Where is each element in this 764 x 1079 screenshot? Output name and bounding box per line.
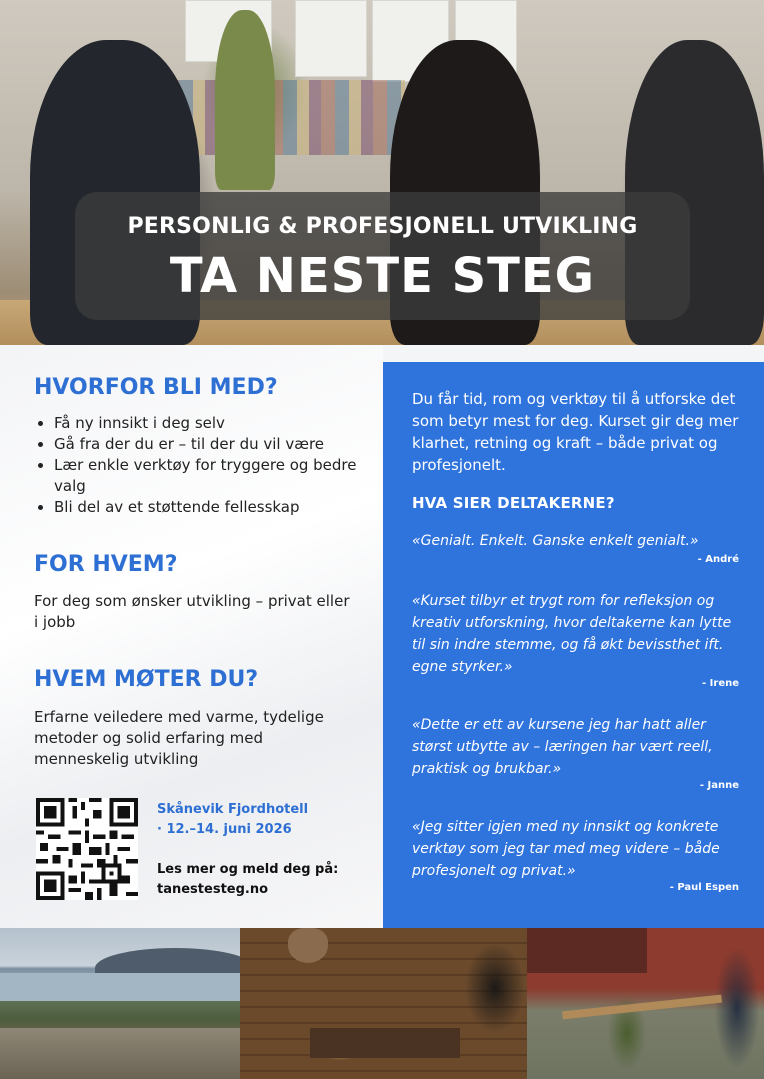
qr-code-icon[interactable]	[36, 798, 138, 900]
quote-text: «Dette er ett av kursene jeg har hatt aller størst utbytte av – læringen har vært reell, praktisk og brukbar.»	[412, 717, 713, 777]
event-dates: · 12.–14. juni 2026	[157, 822, 292, 837]
fjord-water	[0, 973, 240, 1001]
why-heading: HVORFOR BLI MED?	[34, 375, 278, 400]
list-item: • Lær enkle verktøy for tryggere og bedre valg	[54, 455, 374, 497]
fjord-photo	[0, 928, 240, 1079]
wooden-plank	[562, 995, 722, 1020]
list-item: • Få ny innsikt i deg selv	[54, 413, 374, 434]
quote-author: - Irene	[702, 678, 739, 689]
for-whom-text: For deg som ønsker utvikling – privat eller i jobb	[34, 592, 350, 631]
quote-text: «Kurset tilbyr et trygt rom for refleksjon og kreativ utforskning, hvor deltakerne kan lytte til sin indre stemme, og få økt bevissthet ift. egne styrker.»	[412, 593, 732, 675]
signup-info	[157, 860, 367, 900]
meet-heading: HVEM MØTER DU?	[34, 667, 259, 692]
flipchart	[295, 0, 367, 77]
website-link[interactable]: tanestesteg.no	[157, 882, 269, 897]
hero-subtitle: PERSONLIG & PROFESJONELL UTVIKLING	[127, 214, 638, 239]
list-item: • Gå fra der du er – til der du vil være	[54, 434, 374, 455]
meet-text: Erfarne veiledere med varme, tydelige metoder og solid erfaring med menneskelig utvikling	[34, 708, 324, 768]
hero-image	[0, 0, 764, 345]
person	[215, 10, 275, 190]
venue-name: Skånevik Fjordhotell	[157, 802, 309, 817]
deer-head-trophy	[288, 928, 328, 963]
photo-wall	[165, 80, 405, 155]
quote-text: «Genialt. Enkelt. Ganske enkelt genialt.»	[412, 533, 699, 549]
list-item: • Bli del av et støttende fellesskap	[54, 497, 374, 518]
hero-title: TA NESTE STEG	[169, 248, 596, 304]
event-venue	[157, 800, 357, 840]
signup-label: Les mer og meld deg på:	[157, 862, 339, 877]
quote-author: - André	[697, 554, 739, 565]
info-panel	[383, 362, 764, 928]
quote-author: - Janne	[699, 780, 739, 791]
for-whom-heading: FOR HVEM?	[34, 552, 178, 577]
quotes-heading: HVA SIER DELTAKERNE?	[412, 494, 615, 512]
panel-intro: Du får tid, rom og verktøy til å utforske det som betyr mest for deg. Kurset gir deg mer klarhet, retning og kraft – både privat og profesjonelt.	[412, 390, 739, 474]
outdoor-activity-photo	[527, 928, 764, 1079]
quote-author: - Paul Espen	[669, 882, 739, 893]
rock-foreground	[0, 1028, 240, 1079]
barn	[527, 928, 647, 973]
quote-text: «Jeg sitter igjen med ny innsikt og konkrete verktøy som jeg tar med meg videre – både profesjonelt og privat.»	[412, 819, 720, 879]
why-list	[34, 413, 374, 518]
cabin-dinner-photo	[240, 928, 527, 1079]
hero-banner	[75, 192, 690, 320]
dining-table	[310, 1028, 460, 1058]
